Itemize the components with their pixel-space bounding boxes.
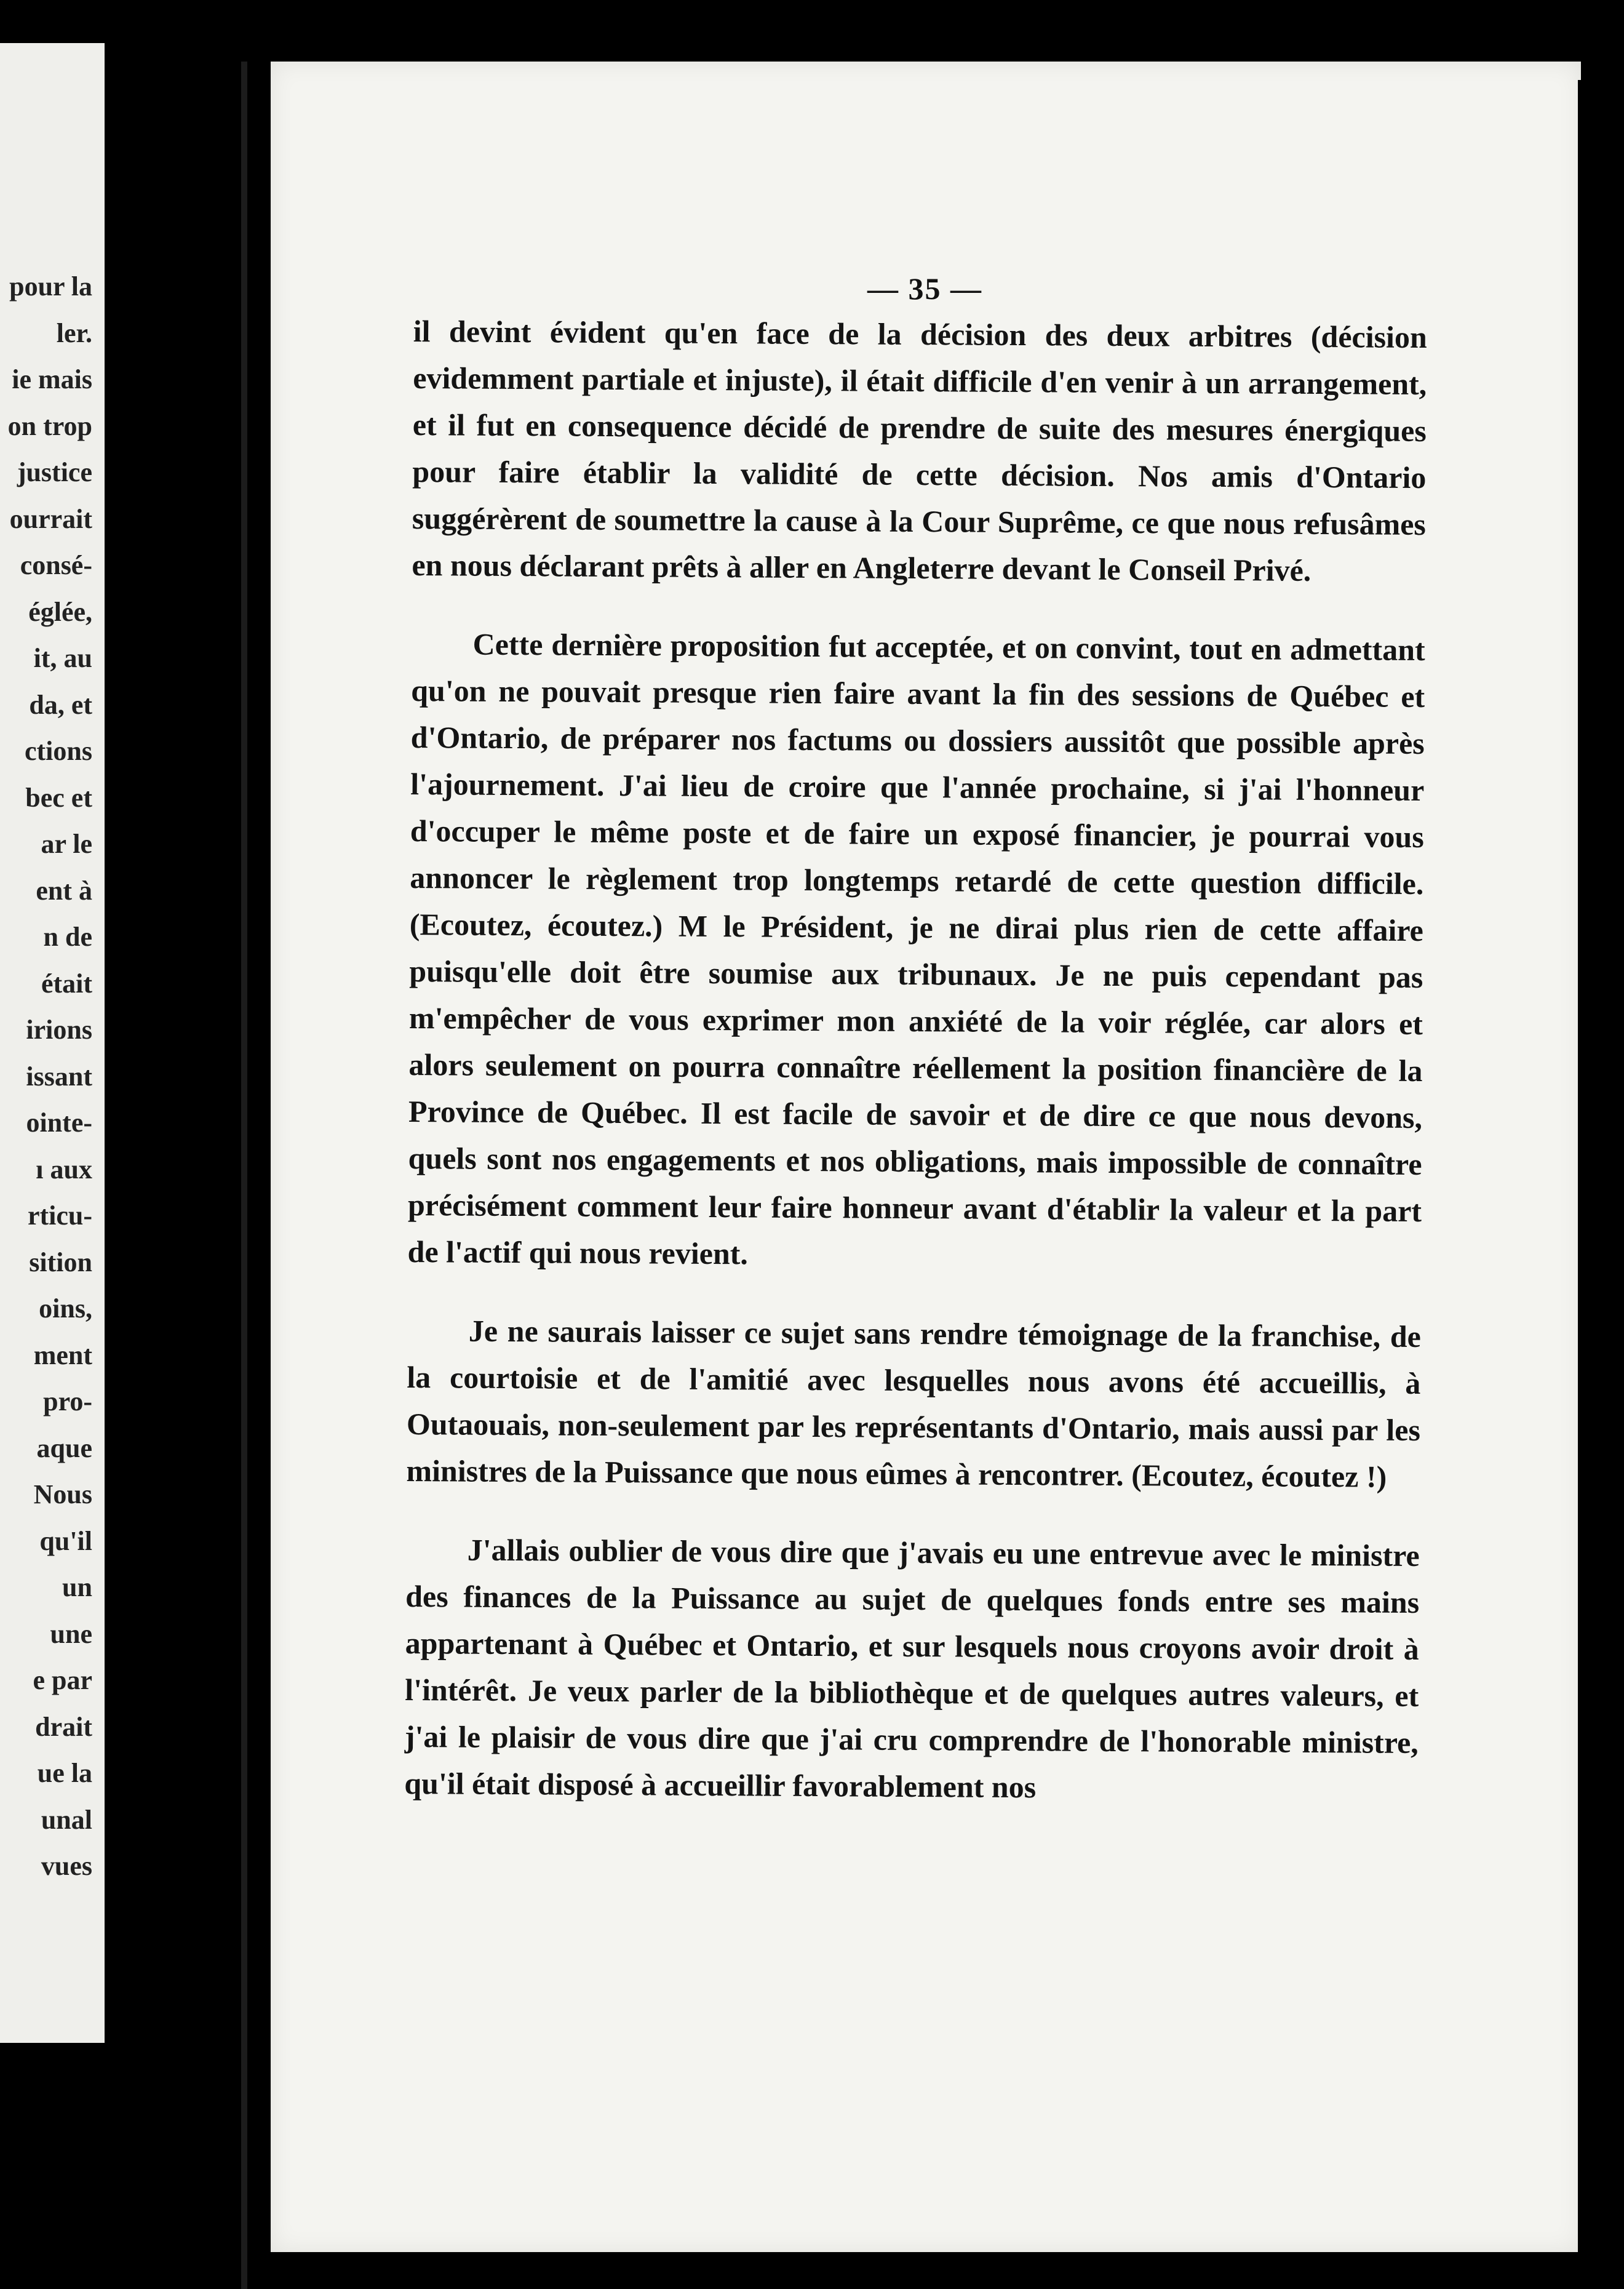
previous-page-line: qu'il bbox=[39, 1525, 92, 1556]
previous-page-line: consé- bbox=[20, 550, 92, 580]
page-text bbox=[404, 308, 1427, 1845]
previous-page-line: ar le bbox=[41, 829, 92, 859]
previous-page-line: sition bbox=[29, 1247, 92, 1277]
previous-page-line: da, et bbox=[29, 689, 92, 720]
previous-page-line: ourrait bbox=[9, 503, 92, 534]
previous-page-line: ue la bbox=[37, 1758, 92, 1788]
previous-page-line: unal bbox=[41, 1804, 92, 1835]
previous-page-line: justice bbox=[17, 457, 92, 487]
previous-page-line: ctions bbox=[25, 736, 92, 766]
previous-page-line: vues bbox=[41, 1851, 92, 1881]
previous-page-line: ie mais bbox=[12, 364, 92, 394]
previous-page-line: ler. bbox=[56, 318, 92, 348]
previous-page-line: oins, bbox=[39, 1293, 92, 1324]
previous-page-line: issant bbox=[26, 1061, 92, 1092]
previous-page-line: it, au bbox=[33, 643, 92, 673]
page-number: — 35 — bbox=[867, 271, 982, 306]
previous-page-line: pour la bbox=[9, 271, 92, 302]
previous-page-fragment bbox=[0, 43, 105, 2043]
previous-page-line: aque bbox=[36, 1432, 92, 1463]
previous-page-line: rticu- bbox=[27, 1200, 92, 1231]
paragraph-2: Cette dernière proposition fut acceptée, et on convint, tout en admettant qu'on ne pouvait presque rien faire avant la fin des sessions de Québec et d'Ontario, de préparer nos factums ou dossiers aussitôt que possible après l'ajournement. J'ai lieu de croire que l'année prochaine, si j'ai l'honneur d'occuper le même poste et de faire un exposé financier, je pourrai vous annoncer le règlement trop longtemps retardé de cette question difficile. (Ecoutez, écoutez.) M le Président, je ne dirai plus rien de cette affaire puisqu'elle doit être soumise aux tribunaux. Je ne puis cependant pas m'empêcher de vous exprimer mon anxiété de la voir réglée, car alors et alors seulement on pourra connaître réellement la position financière de la Province de Québec. Il est facile de savoir et de dire ce que nous devons, quels sont nos engagements et nos obligations, mais impossible de connaître précisément comment leur faire honneur avant d'établir la valeur et la part de l'actif qui nous revient. bbox=[407, 626, 1425, 1271]
previous-page-line: n de bbox=[43, 922, 92, 952]
binding-seam bbox=[241, 62, 247, 2289]
previous-page-line: bec et bbox=[25, 782, 92, 813]
paragraph-1: il devint évident qu'en face de la décision des deux arbitres (décision evidemment partiale et injuste), il était difficile d'en venir à un arrangement, et il fut en consequence décidé de prendre de suite des mesures énergiques pour faire établir la validité de cette décision. Nos amis d'Ontario suggérèrent de soumettre la cause à la Cour Suprême, ce que nous refusâmes en nous déclarant prêts à aller en Angleterre devant le Conseil Privé. bbox=[412, 313, 1427, 588]
paragraph-4: J'allais oublier de vous dire que j'avais eu une entrevue avec le ministre des finances de la Puissance au sujet de quelques fonds entre ses mains appartenant à Québec et Ontario, et sur lesquels nous croyons avoir droit à l'intérêt. Je veux parler de la bibliothèque et de quelques autres valeurs, et j'ai le plaisir de vous dire que j'ai cru comprendre de l'honorable ministre, qu'il était disposé à accueillir favorablement nos bbox=[404, 1532, 1420, 1805]
paragraph-3: Je ne saurais laisser ce sujet sans rendre témoignage de la franchise, de la courtoisie et de l'amitié avec lesquelles nous avons été accueillis, à Outaouais, non-seulement par les représentants d'Ontario, mais aussi par les ministres de la Puissance que nous eûmes à rencontrer. (Ecoutez, écoutez !) bbox=[406, 1313, 1421, 1494]
previous-page-line: ent à bbox=[36, 875, 92, 906]
previous-page-line: pro- bbox=[43, 1386, 92, 1416]
previous-page-line: e par bbox=[33, 1665, 92, 1695]
previous-page-line: drait bbox=[35, 1711, 92, 1742]
previous-page-line: ointe- bbox=[26, 1108, 92, 1138]
previous-page-line: irions bbox=[26, 1015, 92, 1045]
previous-page-line: ment bbox=[33, 1340, 92, 1370]
previous-page-line: ı aux bbox=[36, 1154, 92, 1184]
page-edge-shadow bbox=[1578, 80, 1624, 2289]
previous-page-line: un bbox=[62, 1572, 92, 1602]
previous-page-line: on trop bbox=[7, 410, 92, 441]
previous-page-line: églée, bbox=[28, 596, 92, 627]
previous-page-line: Nous bbox=[33, 1479, 92, 1509]
previous-page-line: une bbox=[50, 1618, 92, 1649]
previous-page-line: était bbox=[41, 968, 92, 999]
